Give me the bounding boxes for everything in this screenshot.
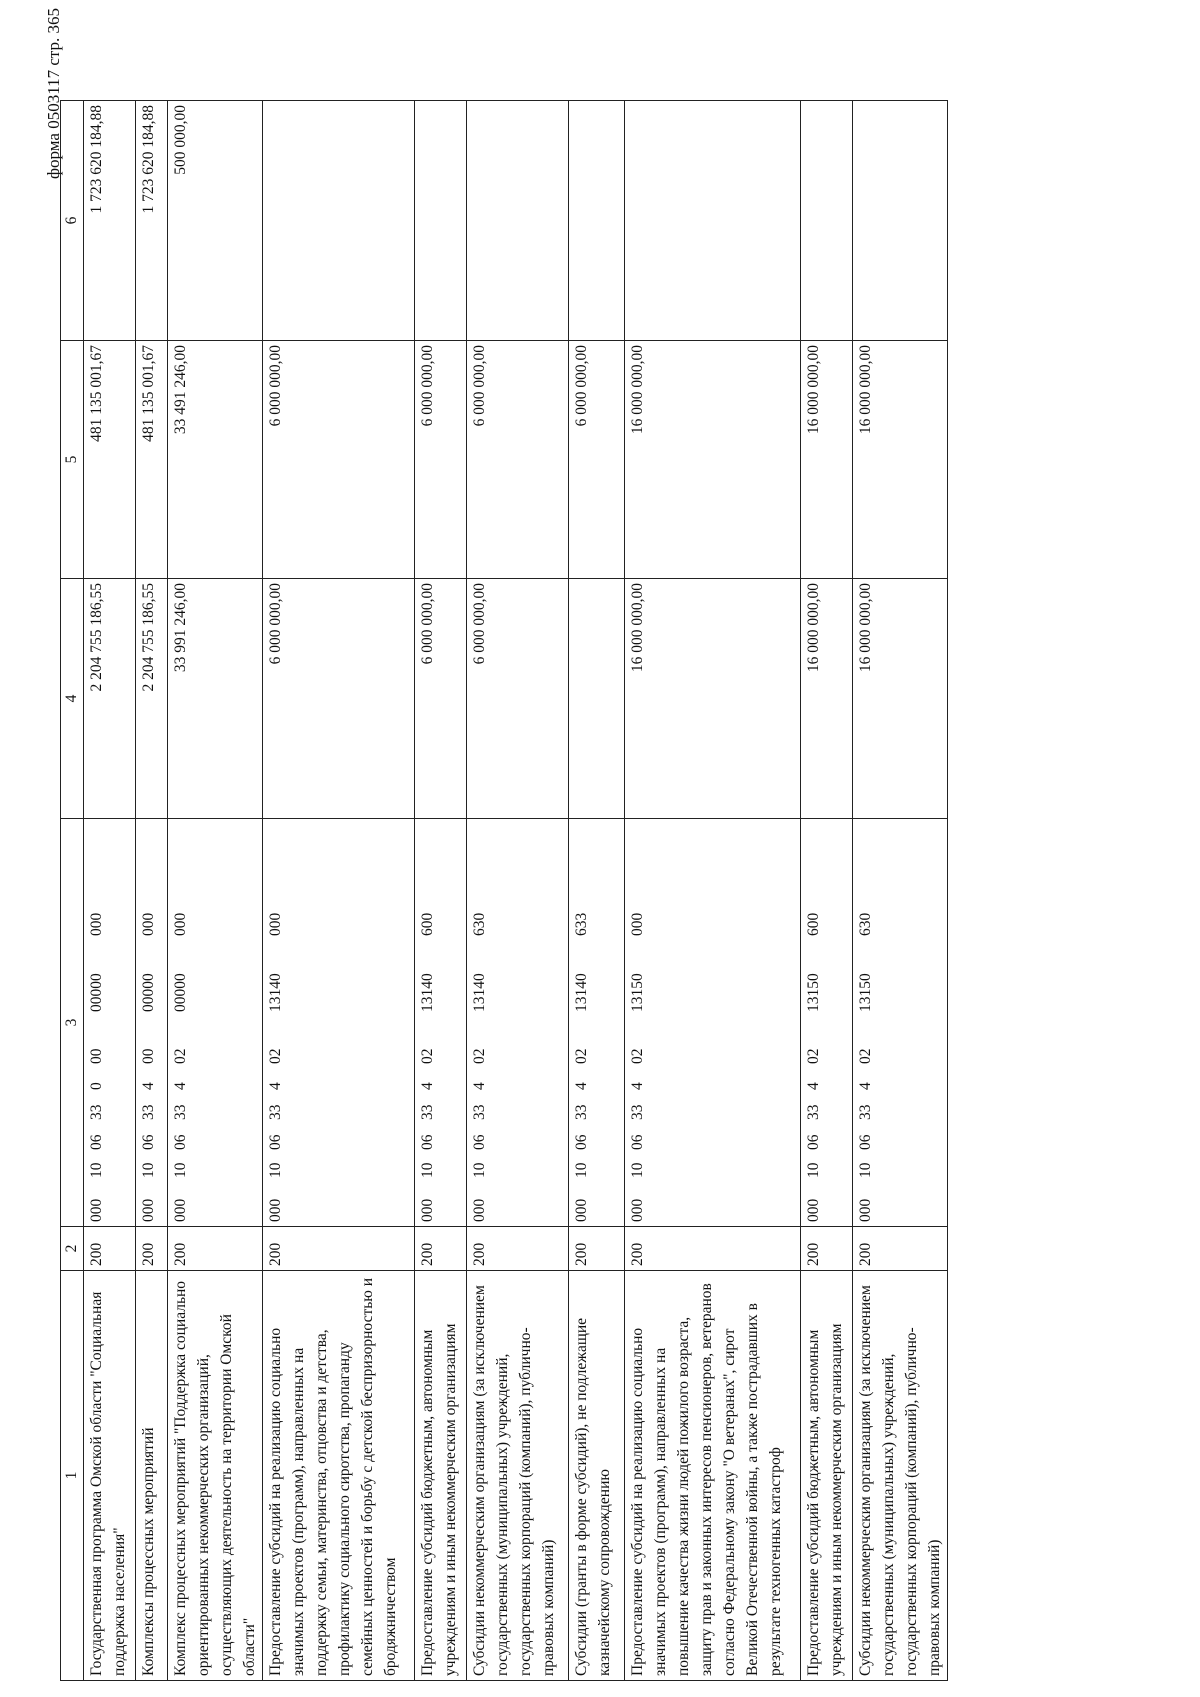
table-row: [168, 101, 263, 1681]
code-segment: 33: [88, 1104, 105, 1120]
table-row: [84, 101, 136, 1681]
code-segment: 4: [140, 1082, 157, 1090]
row-name: Субсидии некоммерческим организациям (за исключением государственных (муниципальных) учреждений, государственных корпораций (компаний), публично-правовых компаний): [853, 1271, 948, 1681]
code-segment: 06: [419, 1134, 436, 1150]
approved-amount: 2 204 755 186,55: [84, 579, 136, 819]
code-segment: 02: [419, 1048, 436, 1064]
code-segment: 00000: [172, 973, 189, 1012]
classification-code: [801, 819, 853, 1227]
executed-amount: 16 000 000,00: [801, 341, 853, 579]
code-segment: 600: [419, 912, 436, 936]
code-segment: 000: [140, 912, 157, 936]
code-segment: 4: [172, 1082, 189, 1090]
code-segment: 10: [573, 1162, 590, 1178]
code-segment: 4: [471, 1082, 488, 1090]
approved-amount: 16 000 000,00: [853, 579, 948, 819]
code-segment: 000: [267, 912, 284, 936]
code-segment: 4: [267, 1082, 284, 1090]
remaining-amount: [263, 101, 415, 341]
code-segment: 02: [629, 1048, 646, 1064]
code-segment: 10: [857, 1162, 874, 1178]
code-segment: 000: [88, 912, 105, 936]
remaining-amount: [569, 101, 625, 341]
code-segment: 10: [629, 1162, 646, 1178]
row-name: Государственная программа Омской области "Социальная поддержка населения": [84, 1271, 136, 1681]
row-name: Предоставление субсидий бюджетным, автономным учреждениям и иным некоммерческим организациям: [801, 1271, 853, 1681]
classification-code: [569, 819, 625, 1227]
classification-code: [415, 819, 467, 1227]
classification-code: [467, 819, 569, 1227]
code-segment: 4: [419, 1082, 436, 1090]
classification-code: [136, 819, 168, 1227]
table-row: [415, 101, 467, 1681]
row-name: Предоставление субсидий на реализацию социально значимых проектов (программ), направленных на повышение качества жизни людей пожилого возраста, защиту прав и законных интересов пенсионеров, ветеранов согласно Федеральному закону "О ветеранах", сирот Великой Отечественной войны, а также пострадавших в результате техногенных катастроф: [625, 1271, 801, 1681]
form-label: форма 0503117 стр. 365: [44, 8, 63, 179]
code-segment: 630: [857, 912, 874, 936]
line-code: 200: [263, 1227, 415, 1271]
approved-amount: 16 000 000,00: [801, 579, 853, 819]
approved-amount: 33 991 246,00: [168, 579, 263, 819]
approved-amount: [569, 579, 625, 819]
column-number: 5: [61, 341, 84, 579]
table-row: [569, 101, 625, 1681]
executed-amount: 33 491 246,00: [168, 341, 263, 579]
code-segment: 00000: [88, 973, 105, 1012]
approved-amount: 2 204 755 186,55: [136, 579, 168, 819]
code-segment: 06: [857, 1134, 874, 1150]
row-name: Предоставление субсидий на реализацию социально значимых проектов (программ), направленных на поддержку семьи, материнства, отцовства и детства, профилактику социального сиротства, пропаганду семейных ценностей и борьбу с детской беспризорностью и бродяжничеством: [263, 1271, 415, 1681]
code-segment: 10: [419, 1162, 436, 1178]
executed-amount: 6 000 000,00: [263, 341, 415, 579]
code-segment: 02: [267, 1048, 284, 1064]
code-segment: 02: [857, 1048, 874, 1064]
column-number: 6: [61, 101, 84, 341]
code-segment: 4: [805, 1082, 822, 1090]
code-segment: 0: [88, 1082, 105, 1090]
code-segment: 33: [629, 1104, 646, 1120]
table-row: [136, 101, 168, 1681]
code-segment: 10: [172, 1162, 189, 1178]
code-segment: 06: [805, 1134, 822, 1150]
line-code: 200: [801, 1227, 853, 1271]
code-segment: 000: [629, 1198, 646, 1222]
code-segment: 06: [629, 1134, 646, 1150]
column-number: 1: [61, 1271, 84, 1681]
column-number: 4: [61, 579, 84, 819]
column-number: 3: [61, 819, 84, 1227]
remaining-amount: 1 723 620 184,88: [84, 101, 136, 341]
code-segment: 630: [471, 912, 488, 936]
executed-amount: 16 000 000,00: [853, 341, 948, 579]
code-segment: 33: [471, 1104, 488, 1120]
code-segment: 000: [471, 1198, 488, 1222]
approved-amount: 6 000 000,00: [467, 579, 569, 819]
executed-amount: 16 000 000,00: [625, 341, 801, 579]
code-segment: 000: [172, 1198, 189, 1222]
code-segment: 33: [267, 1104, 284, 1120]
code-segment: 06: [172, 1134, 189, 1150]
code-segment: 13150: [805, 973, 822, 1012]
code-segment: 000: [805, 1198, 822, 1222]
code-segment: 02: [172, 1048, 189, 1064]
column-number: 2: [61, 1227, 84, 1271]
row-name: Субсидии (гранты в форме субсидий), не подлежащие казначейскому сопровождению: [569, 1271, 625, 1681]
line-code: 200: [415, 1227, 467, 1271]
remaining-amount: [415, 101, 467, 341]
code-segment: 4: [629, 1082, 646, 1090]
table-body: [84, 101, 948, 1681]
code-segment: 000: [629, 912, 646, 936]
remaining-amount: [625, 101, 801, 341]
code-segment: 600: [805, 912, 822, 936]
classification-code: [84, 819, 136, 1227]
row-name: Комплексы процессных мероприятий: [136, 1271, 168, 1681]
budget-execution-table: [60, 100, 948, 1681]
code-segment: 4: [573, 1082, 590, 1090]
code-segment: 33: [573, 1104, 590, 1120]
executed-amount: 6 000 000,00: [467, 341, 569, 579]
code-segment: 33: [140, 1104, 157, 1120]
code-segment: 06: [267, 1134, 284, 1150]
code-segment: 06: [88, 1134, 105, 1150]
classification-code: [853, 819, 948, 1227]
table-row: [853, 101, 948, 1681]
classification-code: [263, 819, 415, 1227]
classification-code: [168, 819, 263, 1227]
column-number-row: [61, 101, 84, 1681]
code-segment: 13140: [573, 973, 590, 1012]
code-segment: 10: [805, 1162, 822, 1178]
line-code: 200: [136, 1227, 168, 1271]
code-segment: 000: [140, 1198, 157, 1222]
table-row: [801, 101, 853, 1681]
code-segment: 000: [172, 912, 189, 936]
table-row: [467, 101, 569, 1681]
line-code: 200: [625, 1227, 801, 1271]
code-segment: 10: [88, 1162, 105, 1178]
code-segment: 13140: [419, 973, 436, 1012]
code-segment: 000: [267, 1198, 284, 1222]
executed-amount: 6 000 000,00: [415, 341, 467, 579]
remaining-amount: [853, 101, 948, 341]
remaining-amount: [467, 101, 569, 341]
row-name: Предоставление субсидий бюджетным, автономным учреждениям и иным некоммерческим организациям: [415, 1271, 467, 1681]
approved-amount: 6 000 000,00: [263, 579, 415, 819]
table-row: [263, 101, 415, 1681]
code-segment: 06: [471, 1134, 488, 1150]
row-name: Комплекс процессных мероприятий "Поддержка социально ориентированных некоммерческих организаций, осуществляющих деятельность на территории Омской области": [168, 1271, 263, 1681]
executed-amount: 481 135 001,67: [84, 341, 136, 579]
table-row: [625, 101, 801, 1681]
code-segment: 13140: [267, 973, 284, 1012]
code-segment: 13140: [471, 973, 488, 1012]
code-segment: 02: [471, 1048, 488, 1064]
code-segment: 13150: [857, 973, 874, 1012]
line-code: 200: [569, 1227, 625, 1271]
code-segment: 06: [140, 1134, 157, 1150]
code-segment: 000: [88, 1198, 105, 1222]
executed-amount: 481 135 001,67: [136, 341, 168, 579]
code-segment: 000: [419, 1198, 436, 1222]
code-segment: 06: [573, 1134, 590, 1150]
code-segment: 00000: [140, 973, 157, 1012]
code-segment: 13150: [629, 973, 646, 1012]
code-segment: 33: [805, 1104, 822, 1120]
remaining-amount: 1 723 620 184,88: [136, 101, 168, 341]
line-code: 200: [853, 1227, 948, 1271]
code-segment: 4: [857, 1082, 874, 1090]
line-code: 200: [84, 1227, 136, 1271]
code-segment: 02: [573, 1048, 590, 1064]
code-segment: 10: [267, 1162, 284, 1178]
code-segment: 000: [857, 1198, 874, 1222]
approved-amount: 6 000 000,00: [415, 579, 467, 819]
code-segment: 10: [140, 1162, 157, 1178]
remaining-amount: 500 000,00: [168, 101, 263, 341]
approved-amount: 16 000 000,00: [625, 579, 801, 819]
line-code: 200: [168, 1227, 263, 1271]
remaining-amount: [801, 101, 853, 341]
line-code: 200: [467, 1227, 569, 1271]
code-segment: 33: [172, 1104, 189, 1120]
code-segment: 000: [573, 1198, 590, 1222]
row-name: Субсидии некоммерческим организациям (за исключением государственных (муниципальных) учреждений, государственных корпораций (компаний), публично-правовых компаний): [467, 1271, 569, 1681]
code-segment: 633: [573, 912, 590, 936]
classification-code: [625, 819, 801, 1227]
code-segment: 33: [857, 1104, 874, 1120]
code-segment: 33: [419, 1104, 436, 1120]
code-segment: 00: [88, 1048, 105, 1064]
code-segment: 10: [471, 1162, 488, 1178]
code-segment: 02: [805, 1048, 822, 1064]
executed-amount: 6 000 000,00: [569, 341, 625, 579]
code-segment: 00: [140, 1048, 157, 1064]
